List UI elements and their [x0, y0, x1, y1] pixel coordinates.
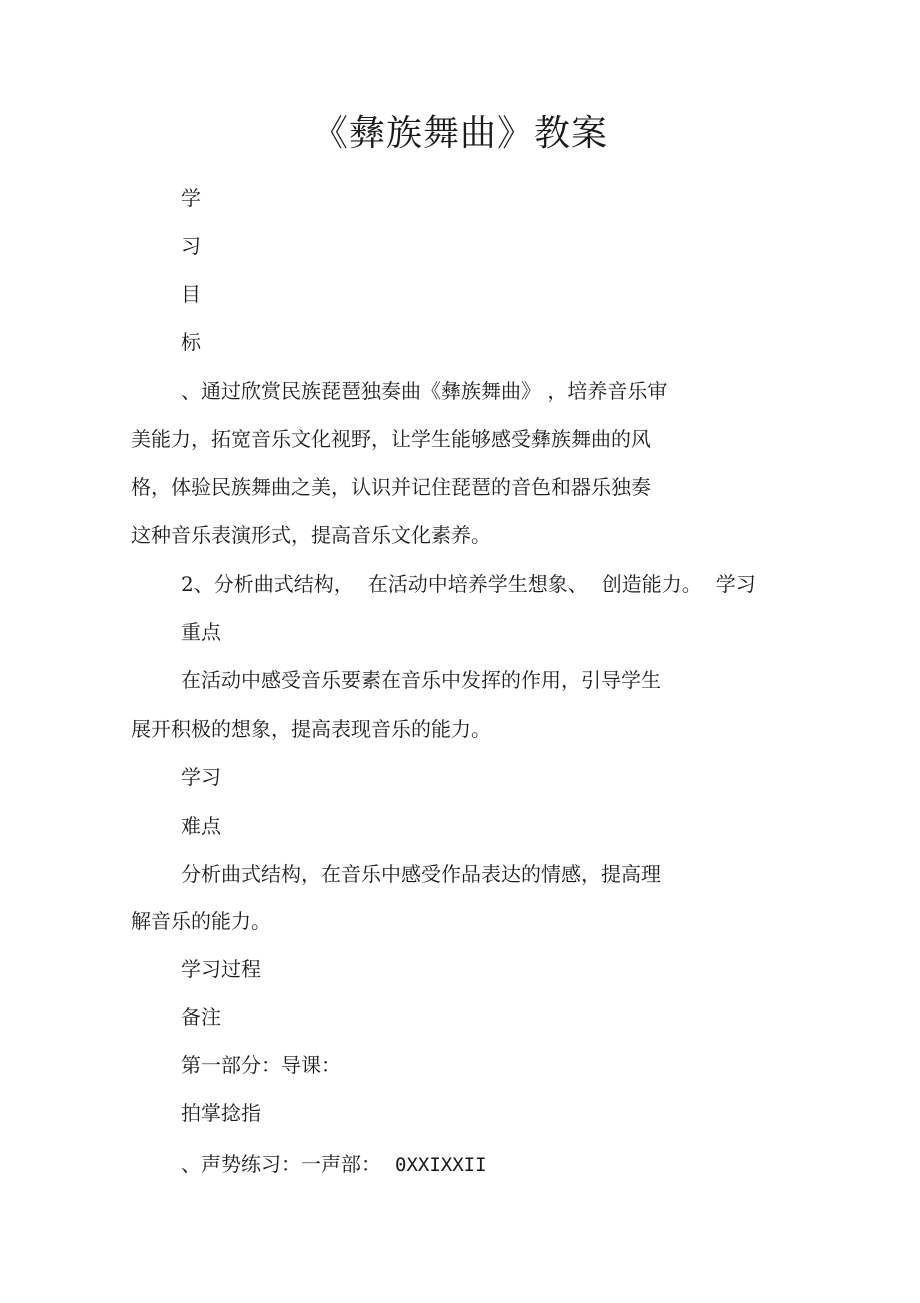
- rhythm-pattern: 0XXIXXII: [395, 1154, 487, 1176]
- heading-focus: 重点: [181, 620, 221, 644]
- heading-difficulty: 学习: [181, 765, 221, 789]
- notes-heading: 备注: [181, 1005, 221, 1029]
- focus-line: 在活动中感受音乐要素在音乐中发挥的作用，引导学生: [181, 668, 661, 692]
- heading-goal-char: 学: [181, 186, 201, 210]
- heading-goal-char: 习: [181, 234, 201, 258]
- goal1-line: 这种音乐表演形式，提高音乐文化素养。: [131, 523, 491, 547]
- goal2-part: 2、分析曲式结构，: [181, 572, 354, 596]
- rhythm-label: 、声势练习：一声部：: [181, 1152, 381, 1176]
- difficulty-line: 分析曲式结构，在音乐中感受作品表达的情感，提高理: [181, 862, 661, 886]
- heading-focus-prefix: 学习: [715, 572, 756, 596]
- difficulty-line: 解音乐的能力。: [131, 909, 271, 933]
- clap-text: 拍掌捻指: [181, 1101, 261, 1125]
- document-title: 《彝族舞曲》教案: [311, 113, 608, 154]
- heading-difficulty: 难点: [181, 814, 221, 838]
- process-heading: 学习过程: [181, 957, 261, 981]
- goal1-line: 、通过欣赏民族琵琶独奏曲《彝族舞曲》 ，培养音乐审: [181, 379, 668, 403]
- goal2-part: 在活动中培养学生想象、: [367, 572, 588, 596]
- rhythm-line: [181, 1150, 487, 1179]
- goal1-line: 格，体验民族舞曲之美，认识并记住琵琶的音色和器乐独奏: [131, 475, 651, 499]
- focus-line: 展开积极的想象，提高表现音乐的能力。: [131, 717, 491, 741]
- goal2-line: [181, 570, 756, 598]
- goal1-line: 美能力，拓宽音乐文化视野，让学生能够感受彝族舞曲的风: [131, 427, 651, 451]
- heading-goal-char: 标: [181, 330, 201, 354]
- heading-goal-char: 目: [181, 282, 201, 306]
- part-one-heading: 第一部分：导课：: [181, 1053, 341, 1077]
- goal2-part: 创造能力。: [601, 572, 702, 596]
